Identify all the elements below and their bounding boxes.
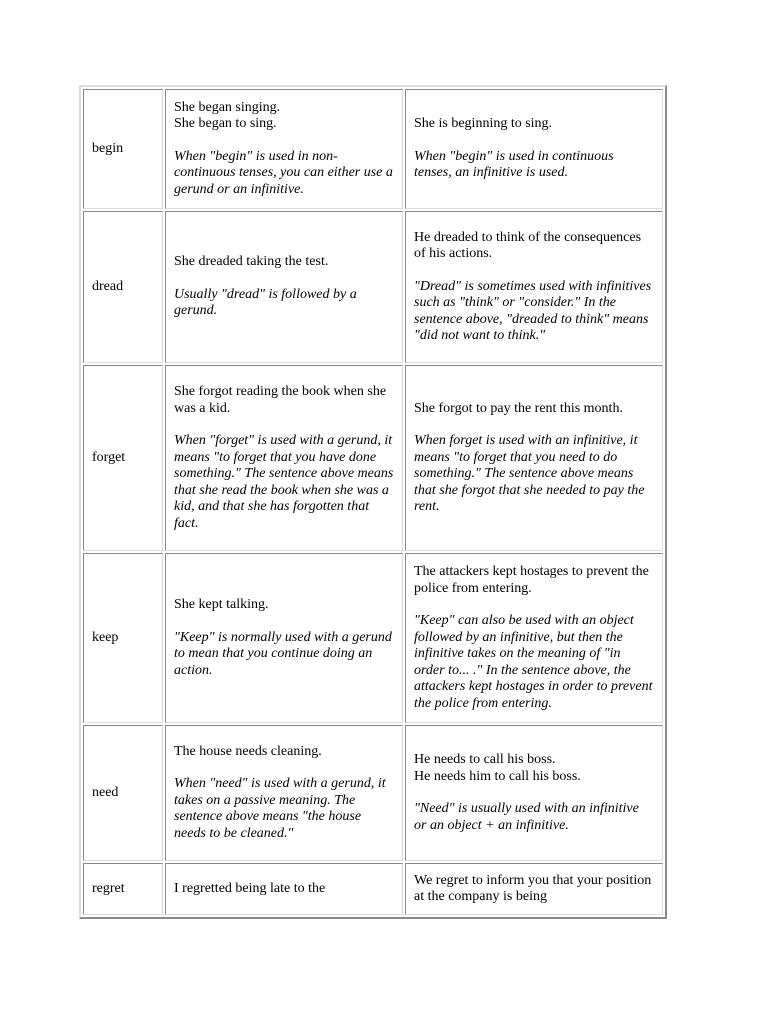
example-text: She kept talking.: [174, 597, 269, 612]
infinitive-cell: [405, 553, 663, 723]
table-row: [83, 211, 663, 363]
explanation-text: When "begin" is used in continuous tenses, an infinitive is used.: [414, 148, 614, 181]
table-row: [83, 725, 663, 861]
example-text: The attackers kept hostages to prevent the police from entering.: [414, 564, 649, 596]
verb-cell: begin: [83, 89, 163, 209]
infinitive-cell: [405, 863, 663, 915]
explanation-text: "Need" is usually used with an infinitive or an object + an infinitive.: [414, 801, 639, 833]
gerund-cell: [165, 725, 403, 861]
infinitive-cell: [405, 365, 663, 551]
explanation-text: When "begin" is used in non-continuous tenses, you can either use a gerund or an infinitive.: [174, 148, 393, 197]
gerund-cell: [165, 211, 403, 363]
example-text: She forgot to pay the rent this month.: [414, 400, 623, 416]
explanation-text: "Keep" can also be used with an object followed by an infinitive, but then the infinitive takes on the meaning of "in order to... ." In the sentence above, the attackers kept hostages in order to prevent the police from entering.: [414, 613, 653, 711]
verb-cell: dread: [83, 211, 163, 363]
example-text: I regretted being late to the: [174, 880, 326, 896]
explanation-text: "Dread" is sometimes used with infinitives such as "think" or "consider." In the sentence above, "dreaded to think" means "did not want to think.": [414, 278, 652, 343]
gerund-cell: [165, 365, 403, 551]
infinitive-cell: [405, 211, 663, 363]
explanation-text: When "forget" is used with a gerund, it means "to forget that you have done something." The sentence above means that she read the book when she was a kid, and that she has forgotten that fact.: [174, 433, 394, 531]
example-text: He needs to call his boss. He needs him to call his boss.: [414, 752, 581, 784]
explanation-text: "Keep" is normally used with a gerund to mean that you continue doing an action.: [174, 629, 392, 678]
infinitive-cell: [405, 725, 663, 861]
gerund-cell: [165, 863, 403, 915]
verb-usage-table: [79, 85, 667, 919]
explanation-text: When "need" is used with a gerund, it takes on a passive meaning. The sentence above means "the house needs to be cleaned.": [174, 776, 386, 841]
verb-cell: keep: [83, 553, 163, 723]
example-text: We regret to inform you that your position at the company is being: [414, 872, 652, 904]
example-text: He dreaded to think of the consequences of his actions.: [414, 229, 642, 261]
table-row: [83, 365, 663, 551]
table-row: [83, 553, 663, 723]
example-text: The house needs cleaning.: [174, 743, 322, 759]
explanation-text: Usually "dread" is followed by a gerund.: [174, 286, 357, 319]
gerund-cell: [165, 89, 403, 209]
explanation-text: When forget is used with an infinitive, it means "to forget that you need to do something." The sentence above means that she forgot that she needed to pay the rent.: [414, 433, 645, 514]
table-row: [83, 89, 663, 209]
verb-cell: need: [83, 725, 163, 861]
infinitive-cell: [405, 89, 663, 209]
example-text: She began singing. She began to sing.: [174, 99, 281, 132]
verb-cell: forget: [83, 365, 163, 551]
example-text: She dreaded taking the test.: [174, 254, 329, 270]
verb-cell: regret: [83, 863, 163, 915]
example-text: She forgot reading the book when she was a kid.: [174, 384, 387, 416]
table-row: [83, 863, 663, 915]
gerund-cell: [165, 553, 403, 723]
example-text: She is beginning to sing.: [414, 116, 553, 132]
